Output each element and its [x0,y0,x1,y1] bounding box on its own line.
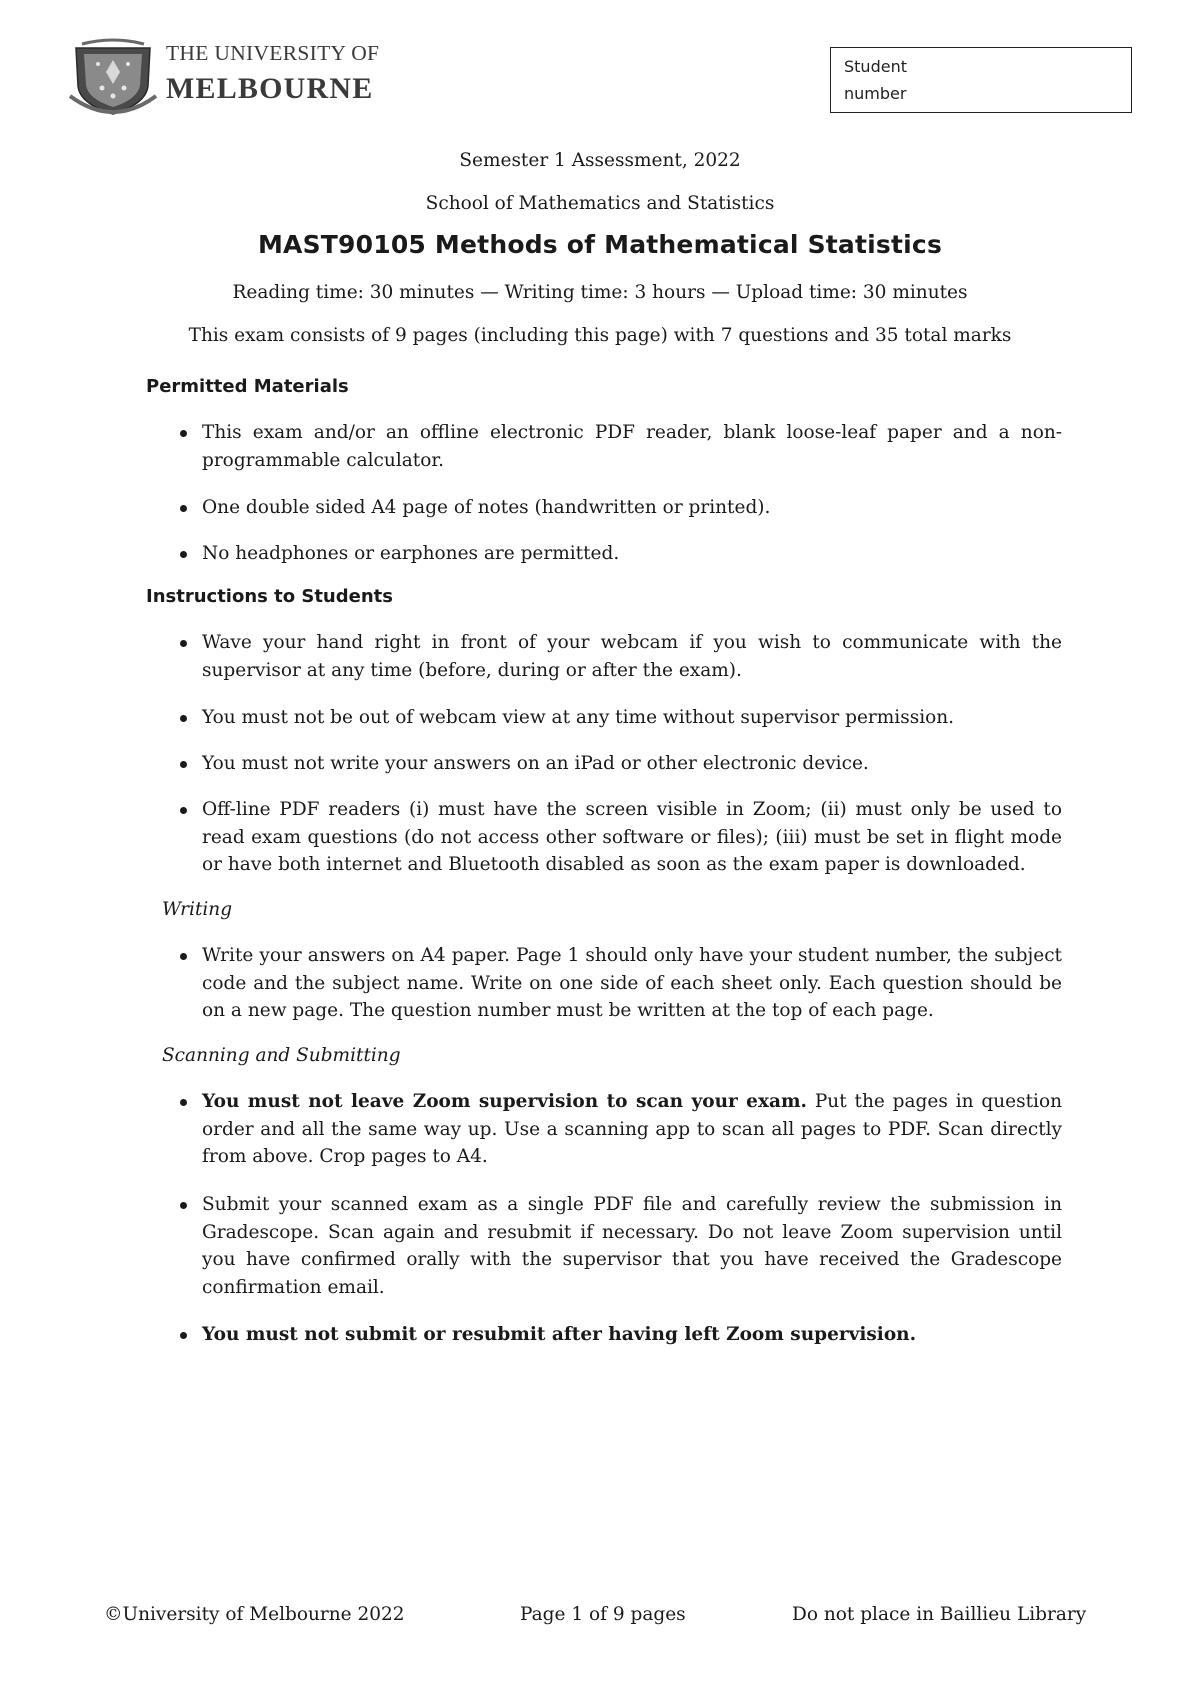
list-item: Off-line PDF readers (i) must have the screen visible in Zoom; (ii) must only be used to read exam questions (do not access other software or files); (iii) must be set in flight mode or have both internet and Bluetooth disabled as soon as the exam paper is downloaded. [202,796,1062,879]
instructions-heading: Instructions to Students [146,586,393,607]
bullet-icon [180,807,187,814]
bullet-icon [180,1202,187,1209]
student-number-label-line2: number [844,84,907,103]
school-line: School of Mathematics and Statistics [425,193,775,214]
bullet-icon [180,1099,187,1106]
bullet-icon [180,640,187,647]
bullet-icon [180,551,187,558]
list-item: Submit your scanned exam as a single PDF file and carefully review the submission in Gradescope. Scan again and resubmit if necessary. Do not leave Zoom supervision until you have confirmed orally with the supervisor that you have received the Gradescope confirmation email. [202,1191,1062,1301]
footer-page-number: Page 1 of 9 pages [520,1604,686,1625]
writing-heading: Writing [162,899,233,920]
bullet-icon [180,1332,187,1339]
bullet-icon [180,430,187,437]
student-number-box[interactable] [830,47,1132,113]
page-title: MAST90105 Methods of Mathematical Statistics [257,230,943,259]
list-item: You must not write your answers on an iPad or other electronic device. [202,750,1062,778]
list-item: Write your answers on A4 paper. Page 1 should only have your student number, the subject code and the subject name. Write on one side of each sheet only. Each question should be on a new page. The question number must be written at the top of each page. [202,942,1062,1025]
list-item [202,1321,1062,1349]
exam-times: Reading time: 30 minutes — Writing time: 3 hours — Upload time: 30 minutes [232,282,968,303]
list-item: You must not be out of webcam view at any time without supervisor permission. [202,704,1062,732]
university-crest-icon [68,38,158,118]
bullet-icon [180,505,187,512]
bullet-icon [180,715,187,722]
list-item: Wave your hand right in front of your webcam if you wish to communicate with the supervisor at any time (before, during or after the exam). [202,629,1062,684]
bullet-icon [180,953,187,960]
resubmit-warning-text: You must not submit or resubmit after having left Zoom supervision. [202,1324,917,1345]
list-item: One double sided A4 page of notes (handwritten or printed). [202,494,1062,522]
scanning-heading: Scanning and Submitting [162,1045,401,1066]
university-name-line2: MELBOURNE [166,72,374,105]
scanning-warning-text: You must not leave Zoom supervision to scan your exam. [202,1091,807,1112]
footer-copyright: ©University of Melbourne 2022 [104,1604,405,1625]
bullet-icon [180,761,187,768]
university-wordmark [166,40,396,108]
list-item: No headphones or earphones are permitted. [202,540,1062,568]
student-number-label-line1: Student [844,57,907,76]
permitted-materials-heading: Permitted Materials [146,376,349,397]
university-logo [68,38,388,118]
university-name-line1: THE UNIVERSITY OF [166,41,380,65]
list-item: You must not leave Zoom supervision to scan your exam. Put the pages in question order and all the same way up. Use a scanning app to scan all pages to PDF. Scan directly from above. Crop pages to A4. [202,1088,1062,1171]
assessment-line: Semester 1 Assessment, 2022 [459,150,741,171]
list-item: This exam and/or an offline electronic PDF reader, blank loose-leaf paper and a non-programmable calculator. [202,419,1062,474]
exam-consists: This exam consists of 9 pages (including this page) with 7 questions and 35 total marks [188,325,1012,346]
footer-library-note: Do not place in Baillieu Library [792,1604,1087,1625]
